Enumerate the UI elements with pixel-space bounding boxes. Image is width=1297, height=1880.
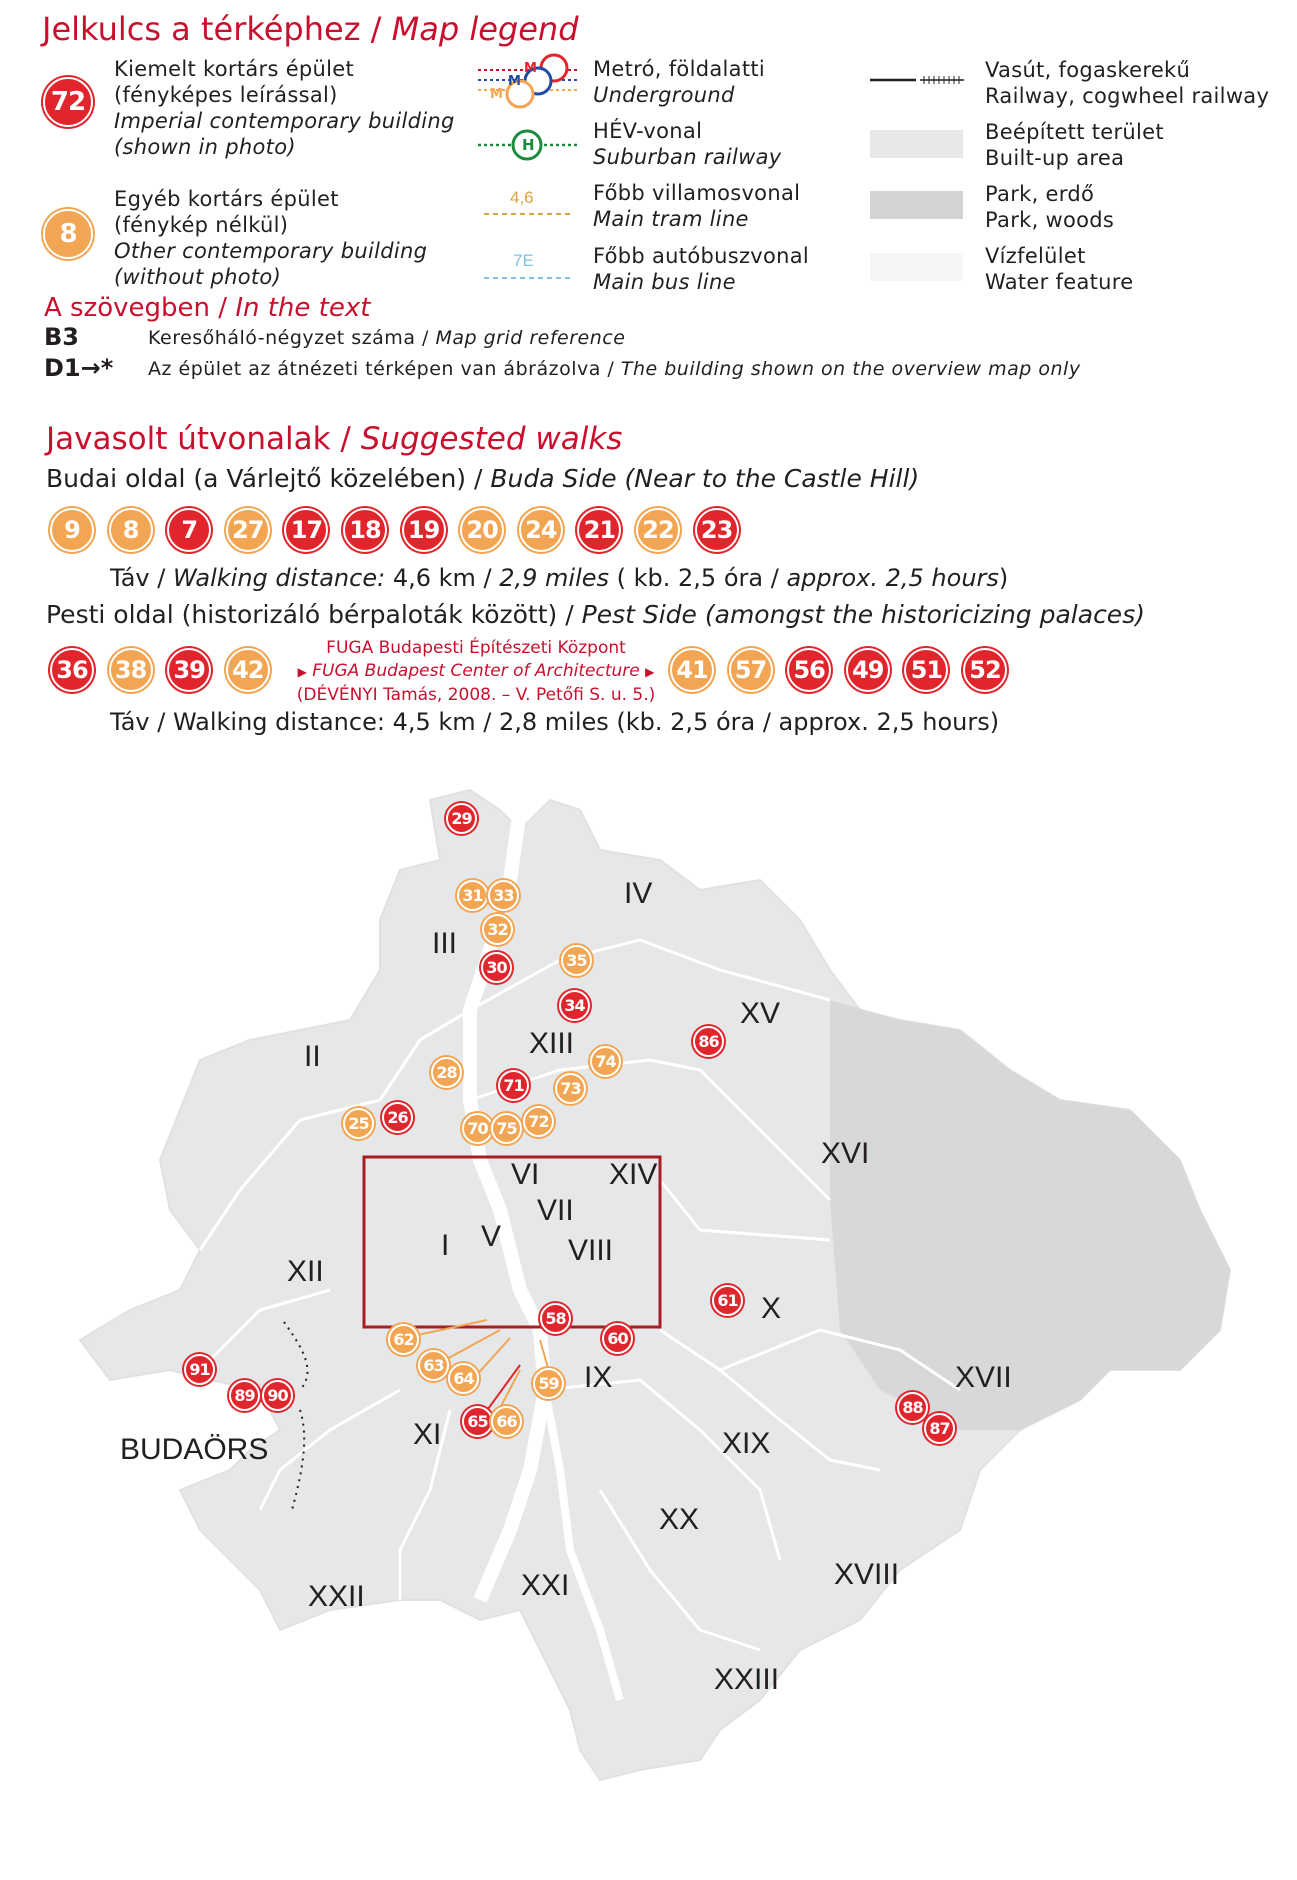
district-iii: III xyxy=(432,927,458,960)
legend-bus-hu: Főbb autóbuszvonal xyxy=(593,244,810,268)
overview-desc-en: The building shown on the overview map only xyxy=(620,358,1081,380)
map-marker-75: 75 xyxy=(491,1113,522,1144)
legend-tram-text xyxy=(593,180,800,232)
fuga-en: FUGA Budapest Center of Architecture xyxy=(312,661,640,681)
builtup-swatch xyxy=(870,130,963,158)
district-v: V xyxy=(481,1220,502,1253)
map-marker-26: 26 xyxy=(382,1102,413,1133)
map-marker-33: 33 xyxy=(488,880,519,911)
map-marker-59: 59 xyxy=(533,1368,564,1399)
legend-other-en1: Other contemporary building xyxy=(114,239,428,263)
legend-builtup-text xyxy=(985,119,1164,171)
grid-desc-en: Map grid reference xyxy=(435,327,626,349)
buda-dist-label-hu: Táv xyxy=(110,564,150,592)
route-stop-38: 38 xyxy=(109,648,153,692)
legend-hev-en: Suburban railway xyxy=(593,145,782,169)
route-stop-49: 49 xyxy=(846,648,890,692)
district-ii: II xyxy=(304,1040,321,1073)
map-marker-89: 89 xyxy=(229,1380,260,1411)
route-stop-7: 7 xyxy=(167,508,211,552)
district-xii: XII xyxy=(287,1255,324,1288)
legend-water-en: Water feature xyxy=(985,270,1134,294)
buda-dist-km: 4,6 km xyxy=(392,564,476,592)
legend-tram-hu: Főbb villamosvonal xyxy=(593,181,801,205)
district-viii: VIII xyxy=(568,1234,614,1267)
in-text-title-en: In the text xyxy=(235,293,371,323)
map-marker-35: 35 xyxy=(561,945,592,976)
district-xxiii: XXIII xyxy=(714,1663,780,1696)
overview-desc-hu: Az épület az átnézeti térképen van ábrázolva xyxy=(148,358,601,380)
district-x: X xyxy=(761,1292,782,1325)
walks-title xyxy=(46,421,622,457)
walks-title-hu: Javasolt útvonalak xyxy=(46,421,331,457)
in-text-title-hu: A szövegben xyxy=(44,293,211,323)
legend-featured-hu2: (fényképes leírással) xyxy=(114,83,338,107)
pest-heading-hu: Pesti oldal (historizáló bérpaloták között) xyxy=(46,600,558,629)
legend-park-text xyxy=(985,181,1114,233)
bus-sample: 7E xyxy=(513,251,534,270)
fuga-credit: (DÉVÉNYI Tamás, 2008. – V. Petőfi S. u. 5.) xyxy=(296,685,656,705)
legend-other-hu2: (fénykép nélkül) xyxy=(114,213,289,237)
legend-metro-en: Underground xyxy=(593,83,735,107)
map-marker-86: 86 xyxy=(693,1026,724,1057)
legend-other-hu1: Egyéb kortárs épület xyxy=(114,187,339,211)
walks-title-sep: / xyxy=(330,421,361,457)
buda-time-en: approx. 2,5 hours xyxy=(786,564,999,592)
map-marker-30: 30 xyxy=(481,952,512,983)
legend-other-text xyxy=(114,186,427,290)
grid-desc-hu: Keresőháló-négyzet száma xyxy=(148,327,416,349)
overview-key: D1→* xyxy=(44,354,114,382)
metro-letter-red: M xyxy=(524,61,537,76)
grid-desc-sep: / xyxy=(415,327,436,349)
legend-hev-text xyxy=(593,118,782,170)
legend-metro-text xyxy=(593,56,765,108)
map-marker-70: 70 xyxy=(462,1113,493,1144)
route-stop-51: 51 xyxy=(904,648,948,692)
route-stop-18: 18 xyxy=(343,508,387,552)
route-stop-17: 17 xyxy=(284,508,328,552)
legend-water-text xyxy=(985,243,1133,295)
buda-dist-miles: 2,9 miles xyxy=(499,564,610,592)
legend-water-hu: Vízfelület xyxy=(985,244,1086,268)
route-stop-21: 21 xyxy=(577,508,621,552)
legend-builtup-en: Built-up area xyxy=(985,146,1125,170)
legend-rail-text xyxy=(985,57,1269,109)
map-marker-73: 73 xyxy=(555,1073,586,1104)
legend-title xyxy=(42,10,579,48)
route-stop-52: 52 xyxy=(963,648,1007,692)
legend-other-marker: 8 xyxy=(43,209,93,259)
map-marker-29: 29 xyxy=(446,803,477,834)
legend-rail-en: Railway, cogwheel railway xyxy=(985,84,1270,108)
district-ix: IX xyxy=(584,1361,613,1394)
legend-bus-en: Main bus line xyxy=(593,270,736,294)
legend-hev-hu: HÉV-vonal xyxy=(593,119,703,143)
map-marker-71: 71 xyxy=(498,1070,529,1101)
buda-heading xyxy=(46,464,919,494)
district-xiii: XIII xyxy=(529,1027,575,1060)
district-xx: XX xyxy=(659,1503,700,1536)
grid-desc xyxy=(148,327,625,349)
legend-featured-en1: Imperial contemporary building xyxy=(114,109,455,133)
district-xvi: XVI xyxy=(821,1137,870,1170)
grid-key: B3 xyxy=(44,323,79,351)
legend-metro-hu: Metró, földalatti xyxy=(593,57,766,81)
district-xvii: XVII xyxy=(955,1361,1012,1394)
route-stop-27: 27 xyxy=(226,508,270,552)
hev-letter: H xyxy=(522,136,535,154)
map-marker-34: 34 xyxy=(559,990,590,1021)
fuga-arrow-left-icon: ▶ xyxy=(297,665,307,679)
map-marker-62: 62 xyxy=(388,1324,419,1355)
map-marker-25: 25 xyxy=(343,1108,374,1139)
map-marker-66: 66 xyxy=(491,1406,522,1437)
tram-sample: 4,6 xyxy=(510,188,534,207)
map-marker-87: 87 xyxy=(924,1413,955,1444)
legend-tram-en: Main tram line xyxy=(593,207,749,231)
legend-title-hu: Jelkulcs a térképhez xyxy=(42,10,361,48)
in-text-title xyxy=(44,293,370,323)
fuga-info xyxy=(286,637,666,707)
map-marker-61: 61 xyxy=(712,1285,743,1316)
pest-distance: Táv / Walking distance: 4,5 km / 2,8 miles (kb. 2,5 óra / approx. 2,5 hours) xyxy=(110,708,1000,736)
district-vii: VII xyxy=(537,1194,574,1227)
park-swatch xyxy=(870,191,963,219)
park-east xyxy=(830,1000,1230,1430)
metro-letter-blue: M xyxy=(508,74,521,89)
overview-desc-sep: / xyxy=(600,358,621,380)
map-marker-60: 60 xyxy=(602,1323,633,1354)
buda-dist-label-en: Walking distance: xyxy=(172,564,386,592)
map-marker-58: 58 xyxy=(540,1303,571,1334)
map-marker-28: 28 xyxy=(431,1057,462,1088)
legend-featured-marker: 72 xyxy=(43,77,93,127)
district-xxii: XXII xyxy=(308,1580,365,1613)
route-stop-20: 20 xyxy=(460,508,504,552)
fuga-hu: FUGA Budapesti Építészeti Központ xyxy=(326,638,626,658)
map-marker-32: 32 xyxy=(482,914,513,945)
route-stop-24: 24 xyxy=(519,508,563,552)
legend-rail-hu: Vasút, fogaskerekű xyxy=(985,58,1191,82)
district-xviii: XVIII xyxy=(834,1558,900,1591)
route-stop-9: 9 xyxy=(50,508,94,552)
district-xiv: XIV xyxy=(609,1158,658,1191)
route-stop-36: 36 xyxy=(50,648,94,692)
district-vi: VI xyxy=(511,1158,540,1191)
route-stop-23: 23 xyxy=(695,508,739,552)
route-stop-39: 39 xyxy=(167,648,211,692)
legend-featured-hu1: Kiemelt kortárs épület xyxy=(114,57,355,81)
overview-desc xyxy=(148,358,1081,380)
district-xi: XI xyxy=(413,1418,442,1451)
map-marker-74: 74 xyxy=(590,1046,621,1077)
map-marker-91: 91 xyxy=(184,1354,215,1385)
budaors-label: BUDAÖRS xyxy=(120,1433,269,1466)
route-stop-56: 56 xyxy=(787,648,831,692)
budapest-overview-map xyxy=(0,770,1297,1880)
district-xix: XIX xyxy=(722,1427,771,1460)
legend-other-en2: (without photo) xyxy=(114,265,282,289)
fuga-arrow-right-icon: ▶ xyxy=(645,665,655,679)
route-stop-57: 57 xyxy=(729,648,773,692)
legend-bus-text xyxy=(593,243,809,295)
legend-title-sep: / xyxy=(360,10,392,48)
buda-distance: Táv / Walking distance: 4,6 km / 2,9 miles ( kb. 2,5 óra / approx. 2,5 hours) xyxy=(110,564,1009,592)
district-xv: XV xyxy=(740,997,781,1030)
map-marker-63: 63 xyxy=(418,1350,449,1381)
map-marker-90: 90 xyxy=(262,1380,293,1411)
water-swatch xyxy=(870,253,963,281)
district-i: I xyxy=(441,1229,450,1262)
map-marker-31: 31 xyxy=(457,880,488,911)
in-text-title-sep: / xyxy=(210,293,236,323)
legend-builtup-hu: Beépített terület xyxy=(985,120,1164,144)
legend-park-en: Park, woods xyxy=(985,208,1115,232)
buda-time-hu: kb. 2,5 óra xyxy=(633,564,764,592)
legend-featured-text xyxy=(114,56,455,160)
district-iv: IV xyxy=(624,877,653,910)
map-marker-65: 65 xyxy=(462,1406,493,1437)
route-stop-41: 41 xyxy=(670,648,714,692)
legend-title-en: Map legend xyxy=(391,10,579,48)
map-marker-88: 88 xyxy=(897,1392,928,1423)
map-marker-64: 64 xyxy=(448,1363,479,1394)
walks-title-en: Suggested walks xyxy=(360,421,623,457)
pest-heading-sep: / xyxy=(557,600,582,629)
pest-heading-en: Pest Side (amongst the historicizing palaces) xyxy=(581,600,1145,629)
route-stop-42: 42 xyxy=(226,648,270,692)
district-xxi: XXI xyxy=(521,1569,570,1602)
buda-heading-hu: Budai oldal (a Várlejtő közelében) xyxy=(46,464,467,493)
buda-heading-sep: / xyxy=(466,464,491,493)
pest-heading xyxy=(46,600,1145,630)
route-stop-8: 8 xyxy=(109,508,153,552)
route-stop-22: 22 xyxy=(636,508,680,552)
legend-park-hu: Park, erdő xyxy=(985,182,1095,206)
map-marker-72: 72 xyxy=(523,1106,554,1137)
route-stop-19: 19 xyxy=(402,508,446,552)
legend-featured-en2: (shown in photo) xyxy=(114,135,296,159)
buda-heading-en: Buda Side (Near to the Castle Hill) xyxy=(490,464,920,493)
railway-symbol xyxy=(868,70,968,90)
metro-letter-orange: M xyxy=(490,87,503,102)
